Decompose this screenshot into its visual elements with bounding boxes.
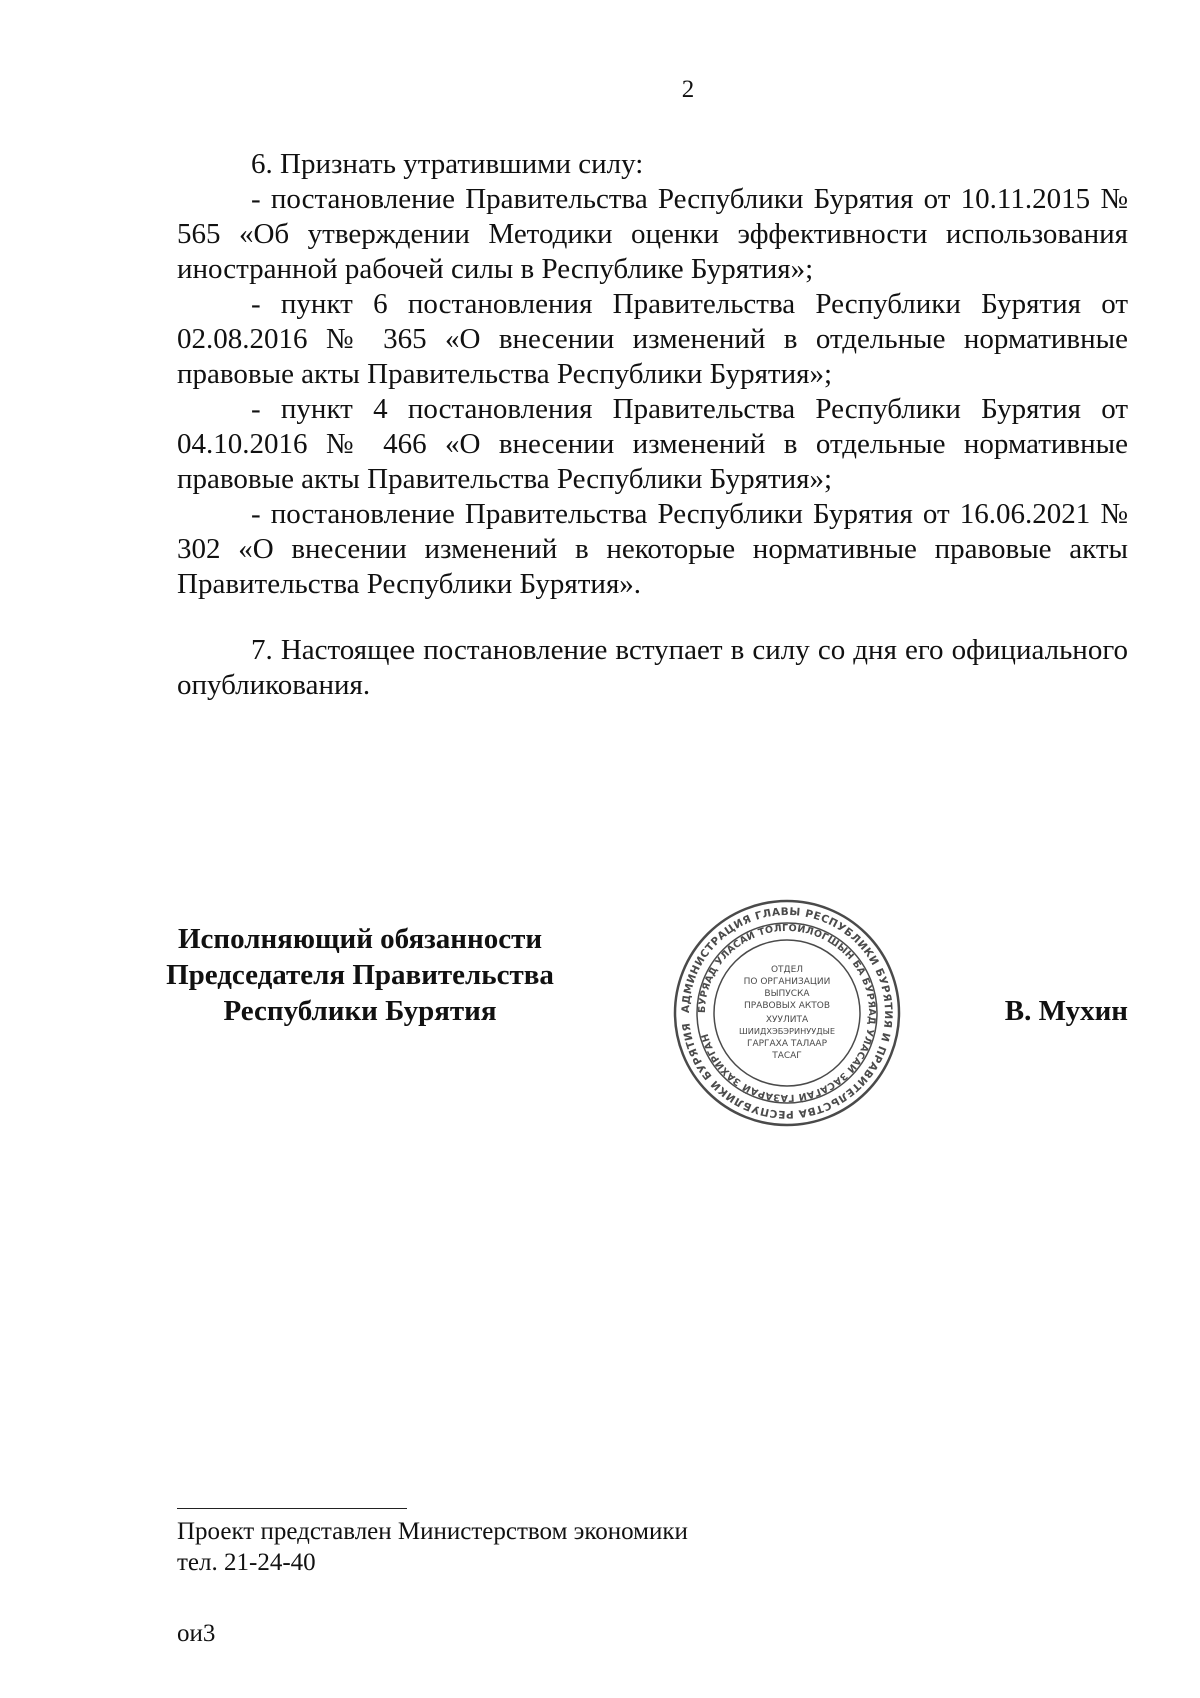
seal-outer-ring <box>675 901 899 1125</box>
signatory-position-line: Председателя Правительства <box>166 959 554 991</box>
paragraph-item-6: 6. Признать утратившими силу: <box>251 148 644 180</box>
page-number: 2 <box>681 76 695 103</box>
seal-center-line: ХУУЛИТА <box>765 1015 809 1025</box>
signatory-name: В. Мухин <box>1004 995 1128 1027</box>
svg-text:БУРЯАД УЛАСАЙ ТОЛГОЙЛОГШЫН БА <box>697 923 877 1104</box>
seal-outer-text: АДМИНИСТРАЦИЯ ГЛАВЫ РЕСПУБЛИКИ БУРЯТИЯ И ПРАВИТЕЛЬСТВА РЕСПУБЛИКИ БУРЯТИЯ <box>679 905 895 1121</box>
signatory-position <box>150 921 570 1029</box>
seal-inner-text: БУРЯАД УЛАСАЙ ТОЛГОЙЛОГШЫН БА БУРЯАД УЛАСАЙ ЗАСАГАЙ ГАЗАРАЙ ЗАХИРГАН <box>696 922 878 1104</box>
seal-center-line: ШИИДХЭБЭРИНУУДЫЕ <box>738 1026 836 1036</box>
svg-text:АДМИНИСТРАЦИЯ ГЛАВЫ РЕСПУБЛИКИ <box>680 906 894 1120</box>
document-body <box>177 147 1128 703</box>
footnote-phone: тел. 21-24-40 <box>177 1549 316 1576</box>
seal-center-line: ТАСАГ <box>772 1051 802 1061</box>
official-seal-stamp <box>672 898 902 1128</box>
seal-center-line: ВЫПУСКА <box>764 989 810 999</box>
paragraph-repeal-565: - постановление Правительства Республики Бурятия от 10.11.2015 № 565 «Об утверждении Методики оценки эффективности использования иностранной рабочей силы в Республике Бурятия»; <box>177 183 1128 285</box>
seal-inner-ring <box>714 940 860 1086</box>
footnote <box>177 1516 688 1578</box>
signatory-position-line: Исполняющий обязанности <box>177 923 543 955</box>
paragraph-repeal-466: - пункт 4 постановления Правительства Республики Бурятия от 04.10.2016 № 466 «О внесении изменений в отдельные нормативные правовые акты Правительства Республики Бурятия»; <box>177 393 1128 495</box>
seal-center-line: ГАРГАХА ТАЛААР <box>746 1039 828 1049</box>
seal-center-line: ОТДЕЛ <box>770 965 804 975</box>
seal-center-line: ПРАВОВЫХ АКТОВ <box>743 1001 831 1011</box>
paragraph-repeal-365: - пункт 6 постановления Правительства Республики Бурятия от 02.08.2016 № 365 «О внесении изменений в отдельные нормативные правовые акты Правительства Республики Бурятия»; <box>177 288 1128 390</box>
paragraph-item-7: 7. Настоящее постановление вступает в силу со дня его официального опубликования. <box>177 634 1128 701</box>
paragraph-repeal-302: - постановление Правительства Республики Бурятия от 16.06.2021 № 302 «О внесении изменений в некоторые нормативные правовые акты Правительства Республики Бурятия». <box>177 498 1128 600</box>
document-code: ои3 <box>177 1620 216 1647</box>
signatory-position-line: Республики Бурятия <box>223 995 497 1027</box>
footnote-divider <box>177 1508 407 1509</box>
footnote-prepared-by: Проект представлен Министерством экономики <box>177 1518 688 1545</box>
seal-center-line: ПО ОРГАНИЗАЦИИ <box>743 977 831 987</box>
